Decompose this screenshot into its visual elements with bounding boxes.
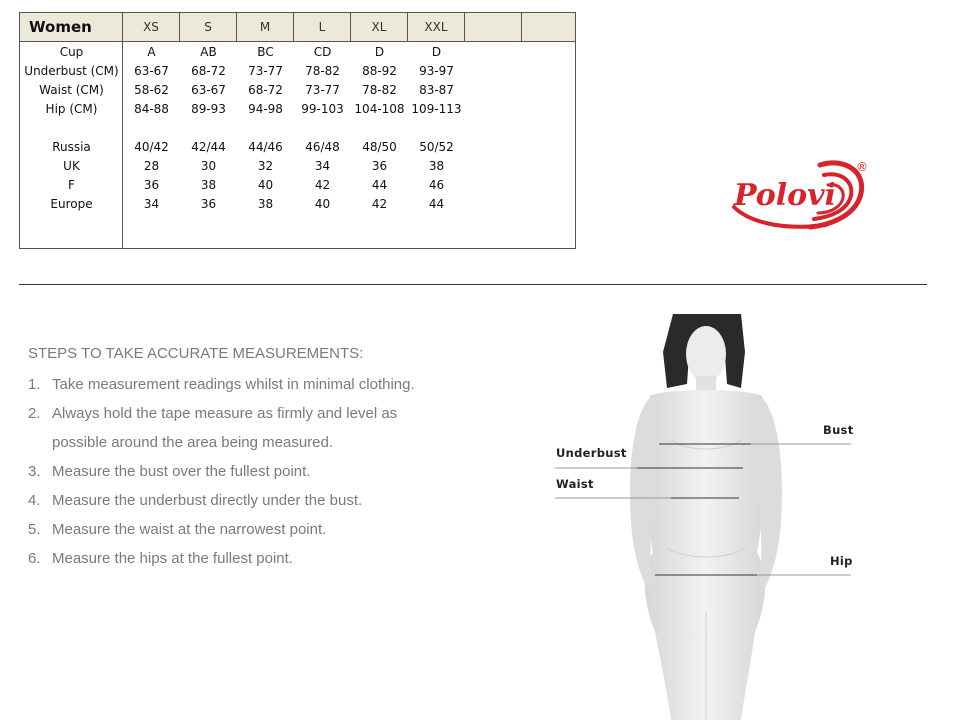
- table-cell: 42: [371, 197, 388, 211]
- table-cell: 84-88: [134, 102, 169, 116]
- table-cell: 38: [257, 197, 274, 211]
- table-cell: 78-82: [305, 64, 340, 78]
- step-text: Measure the waist at the narrowest point.: [52, 521, 327, 538]
- body-measurement-figure: [555, 312, 865, 720]
- hip-label: Hip: [830, 554, 853, 568]
- table-row: [20, 43, 575, 62]
- table-row: [20, 100, 575, 119]
- size-col-header: L: [294, 13, 351, 41]
- row-label: Waist (CM): [39, 83, 104, 97]
- table-cell: 89-93: [191, 102, 226, 116]
- step-number: 6.: [28, 550, 41, 567]
- table-cell: 109-113: [411, 102, 462, 116]
- table-cell: 99-103: [301, 102, 344, 116]
- step-text: Measure the underbust directly under the bust.: [52, 492, 363, 509]
- size-chart-table: [19, 12, 576, 249]
- table-cell: 93-97: [419, 64, 454, 78]
- table-cell: 38: [200, 178, 217, 192]
- header-label: Women: [20, 13, 123, 41]
- size-col-header: S: [180, 13, 237, 41]
- step-number: 4.: [28, 492, 41, 509]
- logo-wordmark: Polovi: [734, 178, 836, 213]
- table-cell: 40/42: [134, 140, 169, 154]
- table-cell: 78-82: [362, 83, 397, 97]
- table-body: [20, 43, 575, 214]
- table-cell: 68-72: [248, 83, 283, 97]
- table-cell: 83-87: [419, 83, 454, 97]
- row-label: Russia: [52, 140, 91, 154]
- step-item: [28, 457, 488, 486]
- table-cell: 63-67: [191, 83, 226, 97]
- table-cell: 63-67: [134, 64, 169, 78]
- table-cell: 68-72: [191, 64, 226, 78]
- step-number: [28, 428, 52, 457]
- body-silhouette: [555, 312, 865, 720]
- table-cell: 40: [314, 197, 331, 211]
- table-cell: 44: [428, 197, 445, 211]
- step-item: [28, 370, 488, 399]
- step-text: Measure the bust over the fullest point.: [52, 463, 311, 480]
- row-label: F: [68, 178, 75, 192]
- table-cell: 48/50: [362, 140, 397, 154]
- step-item: [28, 399, 488, 428]
- table-cell: 38: [428, 159, 445, 173]
- table-cell: 36: [371, 159, 388, 173]
- step-number: 3.: [28, 463, 41, 480]
- step-item: [28, 544, 488, 573]
- steps-list: [28, 370, 488, 573]
- polovi-logo: [728, 155, 878, 240]
- table-cell: D: [374, 45, 385, 59]
- row-spacer: [20, 119, 575, 138]
- table-cell: 50/52: [419, 140, 454, 154]
- table-cell: D: [431, 45, 442, 59]
- row-label: Hip (CM): [45, 102, 98, 116]
- table-cell: 36: [143, 178, 160, 192]
- bust-label: Bust: [823, 423, 854, 437]
- row-label: UK: [63, 159, 80, 173]
- table-cell: 73-77: [248, 64, 283, 78]
- horizontal-divider: [19, 284, 927, 285]
- table-row: [20, 176, 575, 195]
- table-cell: 34: [143, 197, 160, 211]
- size-col-header: [522, 13, 575, 41]
- step-number: 2.: [28, 405, 41, 422]
- table-cell: 44: [371, 178, 388, 192]
- table-cell: 46: [428, 178, 445, 192]
- step-text: Always hold the tape measure as firmly and level as: [52, 405, 398, 422]
- table-cell: 36: [200, 197, 217, 211]
- table-cell: 73-77: [305, 83, 340, 97]
- table-row: [20, 81, 575, 100]
- table-cell: A: [147, 45, 156, 59]
- step-text: Take measurement readings whilst in minimal clothing.: [52, 376, 415, 393]
- table-cell: AB: [200, 45, 217, 59]
- size-col-header: XS: [123, 13, 180, 41]
- table-cell: 94-98: [248, 102, 283, 116]
- table-cell: 32: [257, 159, 274, 173]
- table-cell: 40: [257, 178, 274, 192]
- table-row: [20, 138, 575, 157]
- table-cell: CD: [313, 45, 332, 59]
- table-cell: 104-108: [354, 102, 405, 116]
- table-cell: 46/48: [305, 140, 340, 154]
- row-label: Europe: [50, 197, 93, 211]
- size-col-header: XL: [351, 13, 408, 41]
- table-cell: 34: [314, 159, 331, 173]
- step-item: [28, 428, 488, 457]
- table-cell: 30: [200, 159, 217, 173]
- table-row: [20, 157, 575, 176]
- step-item: [28, 486, 488, 515]
- waist-label: Waist: [556, 477, 594, 491]
- underbust-label: Underbust: [556, 446, 627, 460]
- measurement-steps: [28, 342, 488, 573]
- size-chart-header: [20, 13, 575, 42]
- table-cell: 28: [143, 159, 160, 173]
- size-col-header: [465, 13, 522, 41]
- table-cell: 42/44: [191, 140, 226, 154]
- table-cell: 88-92: [362, 64, 397, 78]
- table-cell: BC: [257, 45, 274, 59]
- step-number: 1.: [28, 376, 41, 393]
- size-col-header: M: [237, 13, 294, 41]
- table-row: [20, 195, 575, 214]
- row-label: Cup: [59, 45, 84, 59]
- steps-title: STEPS TO TAKE ACCURATE MEASUREMENTS:: [28, 345, 364, 362]
- step-number: 5.: [28, 521, 41, 538]
- step-text: Measure the hips at the fullest point.: [52, 550, 293, 567]
- table-cell: 58-62: [134, 83, 169, 97]
- table-cell: 44/46: [248, 140, 283, 154]
- row-label: Underbust (CM): [24, 64, 119, 78]
- table-cell: 42: [314, 178, 331, 192]
- step-item: [28, 515, 488, 544]
- table-row: [20, 62, 575, 81]
- registered-mark: ®: [856, 160, 868, 174]
- size-col-header: XXL: [408, 13, 465, 41]
- step-text: possible around the area being measured.: [52, 434, 334, 451]
